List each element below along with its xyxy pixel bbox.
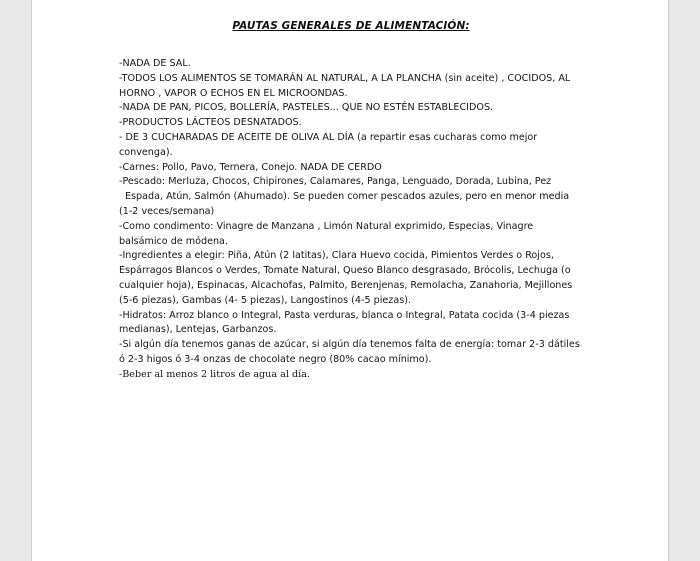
line-condiment-2: balsámico de módena.	[119, 235, 228, 247]
line-meats: -Carnes: Pollo, Pavo, Ternera, Conejo. NADA DE CERDO	[119, 161, 382, 173]
line-natural-cooking-2: HORNO , VAPOR O ECHOS EN EL MICROONDAS.	[119, 87, 348, 99]
line-sugar-1: -Si algún día tenemos ganas de azúcar, si algún día tenemos falta de energía: tomar 2-3 dátiles	[119, 339, 580, 351]
line-water: -Beber al menos 2 litros de agua al día.	[119, 368, 310, 380]
line-fish-1: -Pescado: Merluza, Chocos, Chipirones, Calamares, Panga, Lenguado, Dorada, Lubina, Pez	[119, 176, 552, 188]
line-sugar-2: ó 2-3 higos ó 3-4 onzas de chocolate negro (80% cacao mínimo).	[119, 353, 432, 365]
document-body	[119, 57, 589, 383]
line-no-bread: -NADA DE PAN, PICOS, BOLLERÍA, PASTELES... QUE NO ESTÉN ESTABLECIDOS.	[119, 102, 494, 114]
line-natural-cooking-1: -TODOS LOS ALIMENTOS SE TOMARÁN AL NATURAL, A LA PLANCHA (sin aceite) , COCIDOS, AL	[119, 72, 571, 84]
line-carbs-1: -Hidratos: Arroz blanco o Integral, Pasta verduras, blanca o Integral, Patata cocida (3-4 piezas	[119, 309, 570, 321]
line-carbs-2: medianas), Lentejas, Garbanzos.	[119, 324, 277, 336]
line-fish-3: (1-2 veces/semana)	[119, 205, 215, 217]
line-no-salt: -NADA DE SAL.	[119, 58, 191, 69]
line-ingredients-1: -Ingredientes a elegir: Piña, Atún (2 latitas), Clara Huevo cocida, Pimientos Verdes o Rojos,	[119, 250, 554, 262]
line-ingredients-2: Espárragos Blancos o Verdes, Tomate Natural, Queso Blanco desgrasado, Brócolis, Lechuga (o	[119, 265, 571, 277]
line-olive-oil-1: - DE 3 CUCHARADAS DE ACEITE DE OLIVA AL DÍA (a repartir esas cucharas como mejor	[119, 131, 538, 143]
line-ingredients-3: cualquier hoja), Espinacas, Alcachofas, Palmito, Berenjenas, Remolacha, Zanahoria, Mejillones	[119, 279, 573, 291]
line-fish-2: Espada, Atún, Salmón (Ahumado). Se pueden comer pescados azules, pero en menor media	[125, 191, 570, 203]
line-olive-oil-2: convenga).	[119, 146, 173, 158]
line-dairy: -PRODUCTOS LÁCTEOS DESNATADOS.	[119, 117, 302, 129]
document-page	[31, 0, 669, 561]
line-condiment-1: -Como condimento: Vinagre de Manzana , Limón Natural exprimido, Especias, Vinagre	[119, 220, 534, 232]
line-ingredients-4: (5-6 piezas), Gambas (4- 5 piezas), Langostinos (4-5 piezas).	[119, 294, 411, 306]
document-title: PAUTAS GENERALES DE ALIMENTACIÓN:	[232, 20, 470, 32]
